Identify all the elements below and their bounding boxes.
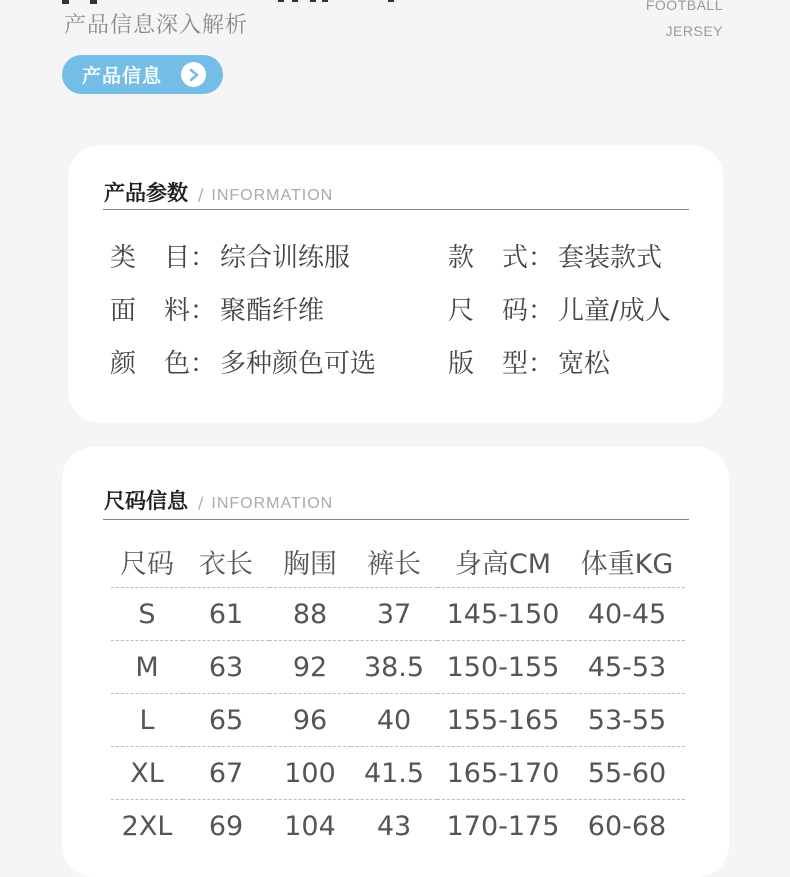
param-key-char: 型 [502,349,529,379]
param-key-char: 色 [164,349,191,379]
table-cell: 45-53 [569,641,685,694]
param-key-char: 料 [164,296,191,326]
table-cell: 37 [351,588,437,641]
column-header: 胸围 [283,548,337,580]
size-table-header-row [111,535,685,588]
param-key-char: 尺 [448,296,475,326]
table-cell: 96 [269,694,351,747]
section-divider [103,519,689,520]
table-row [111,588,685,641]
table-cell: 170-175 [437,800,569,853]
column-header: 身高CM [454,548,552,580]
table-cell: 38.5 [351,641,437,694]
param-key-char: 款 [448,243,475,273]
table-cell: 145-150 [437,588,569,641]
param-key-char: 面 [110,296,137,326]
param-key-char: 类 [110,243,137,273]
table-cell: 63 [183,641,269,694]
table-cell: 60-68 [569,800,685,853]
section-title: 尺码信息 [104,489,188,513]
table-cell: 92 [269,641,351,694]
table-cell: 88 [269,588,351,641]
table-cell: 65 [183,694,269,747]
param-key-char: 颜 [110,349,137,379]
table-cell: 155-165 [437,694,569,747]
product-info-button[interactable] [62,55,223,94]
table-row [111,800,685,853]
size-info-card [62,447,729,877]
table-cell: 61 [183,588,269,641]
param-value: 多种颜色可选 [220,349,377,379]
column-header: 尺码 [120,548,174,580]
corner-label-football: FOOTBALL [645,0,723,13]
column-header: 体重KG [580,548,674,580]
param-sep: ： [528,243,555,273]
page-subtitle: 产品信息深入解析 [64,13,249,38]
column-header: 衣长 [199,548,253,580]
product-info-button-label: 产品信息 [82,65,163,87]
param-sep: ： [190,243,217,273]
table-cell: L [111,694,183,747]
table-cell: 53-55 [569,694,685,747]
param-key-char: 式 [502,243,529,273]
table-cell: 40-45 [569,588,685,641]
param-sep: ： [528,296,555,326]
section-subtitle: INFORMATION [211,495,334,512]
table-row [111,747,685,800]
table-row [111,694,685,747]
param-sep: ： [190,349,217,379]
param-value: 宽松 [558,349,611,379]
cropped-heading-strokes [60,0,420,4]
param-value: 套装款式 [558,243,663,273]
param-value: 聚酯纤维 [220,296,325,326]
param-key-char: 版 [448,349,475,379]
section-divider [103,209,689,210]
table-cell: 69 [183,800,269,853]
product-params-card [68,145,723,423]
section-header [104,485,333,515]
table-cell: 67 [183,747,269,800]
corner-label-jersey: JERSEY [665,23,723,39]
table-cell: XL [111,747,183,800]
table-row [111,641,685,694]
section-title: 产品参数 [104,181,188,205]
table-cell: M [111,641,183,694]
table-cell: 43 [351,800,437,853]
table-cell: S [111,588,183,641]
chevron-right-circle-icon [181,62,206,87]
column-header: 裤长 [367,548,421,580]
table-cell: 165-170 [437,747,569,800]
param-value: 综合训练服 [220,243,351,273]
table-cell: 41.5 [351,747,437,800]
table-cell: 40 [351,694,437,747]
size-table [111,535,685,852]
table-cell: 150-155 [437,641,569,694]
section-header [104,177,333,207]
param-sep: ： [190,296,217,326]
param-sep: ： [528,349,555,379]
table-cell: 100 [269,747,351,800]
table-cell: 2XL [111,800,183,853]
param-key-char: 目 [164,243,191,273]
param-key-char: 码 [502,296,529,326]
section-slash: / [198,493,204,512]
section-slash: / [198,185,204,204]
table-cell: 104 [269,800,351,853]
param-value: 儿童/成人 [558,296,671,326]
section-subtitle: INFORMATION [211,187,334,204]
table-cell: 55-60 [569,747,685,800]
